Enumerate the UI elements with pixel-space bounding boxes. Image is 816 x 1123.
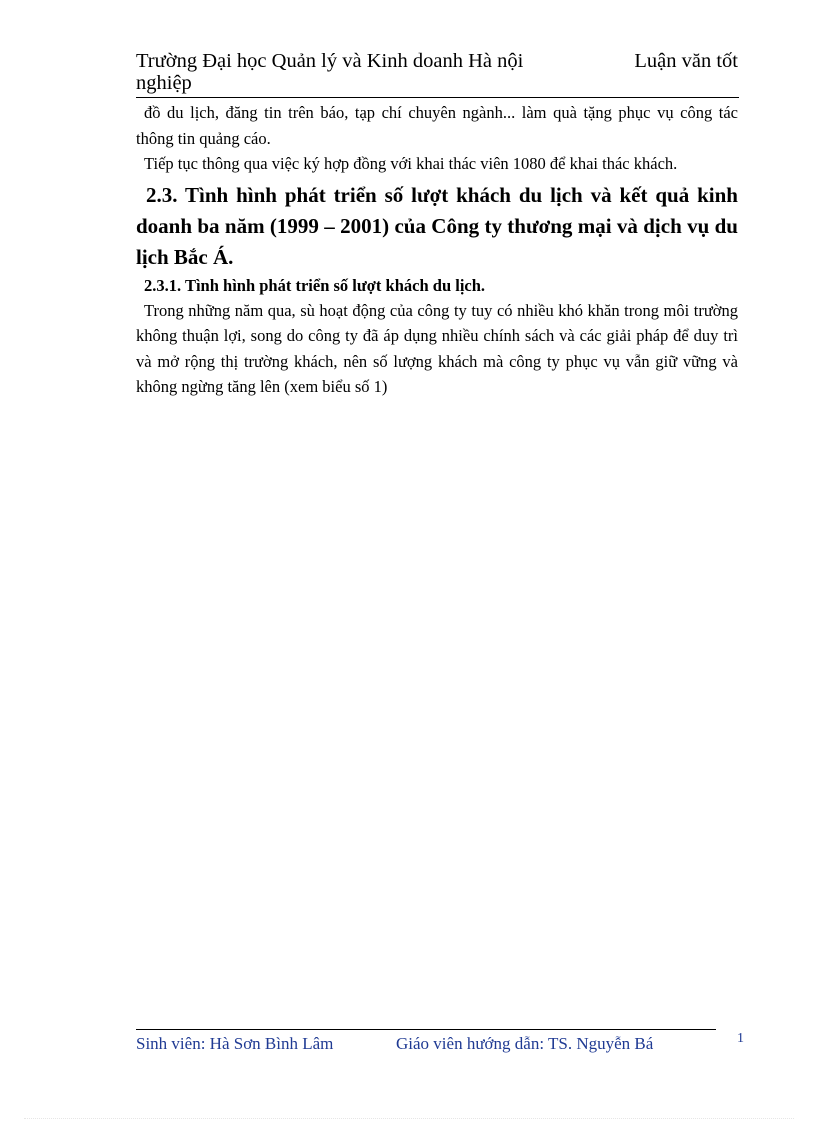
page-header [136, 50, 738, 94]
footer-student: Sinh viên: Hà Sơn Bình Lâm [136, 1034, 334, 1053]
header-school: Trường Đại học Quản lý và Kinh doanh Hà nội [136, 50, 524, 72]
header-doc-type-continued: nghiệp [136, 72, 192, 94]
page-number: 1 [737, 1031, 744, 1046]
subsection-heading: 2.3.1. Tình hình phát triển số lượt khách du lịch. [144, 275, 486, 295]
paragraph-visitor-growth: Trong những năm qua, sù hoạt động của công ty tuy có nhiều khó khăn trong môi trường không thuận lợi, song do công ty đã áp dụng nhiều chính sách và các giải pháp để duy trì và mở rộng thị trường khách, nên số lượng khách mà công ty phục vụ vẫn giữ vững và không ngừng tăng lên (xem biểu số 1) [136, 300, 738, 396]
header-line [136, 50, 738, 72]
paragraph-contract: Tiếp tục thông qua việc ký hợp đồng với khai thác viên 1080 để khai thác khách. [144, 154, 678, 173]
section-heading: 2.3. Tình hình phát triển số lượt khách du lịch và kết quả kinh doanh ba năm (1999 – 2001) của Công ty thương mại và dịch vụ du lịch Bắc Á. [136, 182, 738, 269]
paragraph-advertising: đồ du lịch, đăng tin trên báo, tạp chí chuyên ngành... làm quà tặng phục vụ công tác thông tin quảng cáo. [136, 103, 738, 148]
header-doc-type: Luận văn tốt [634, 50, 738, 72]
footer-divider [136, 1029, 716, 1030]
page-body [136, 100, 738, 400]
footer-advisor: Giáo viên hướng dẫn: TS. Nguyễn Bá [396, 1034, 654, 1053]
page-bottom-border [24, 1118, 794, 1119]
header-divider [136, 97, 739, 98]
